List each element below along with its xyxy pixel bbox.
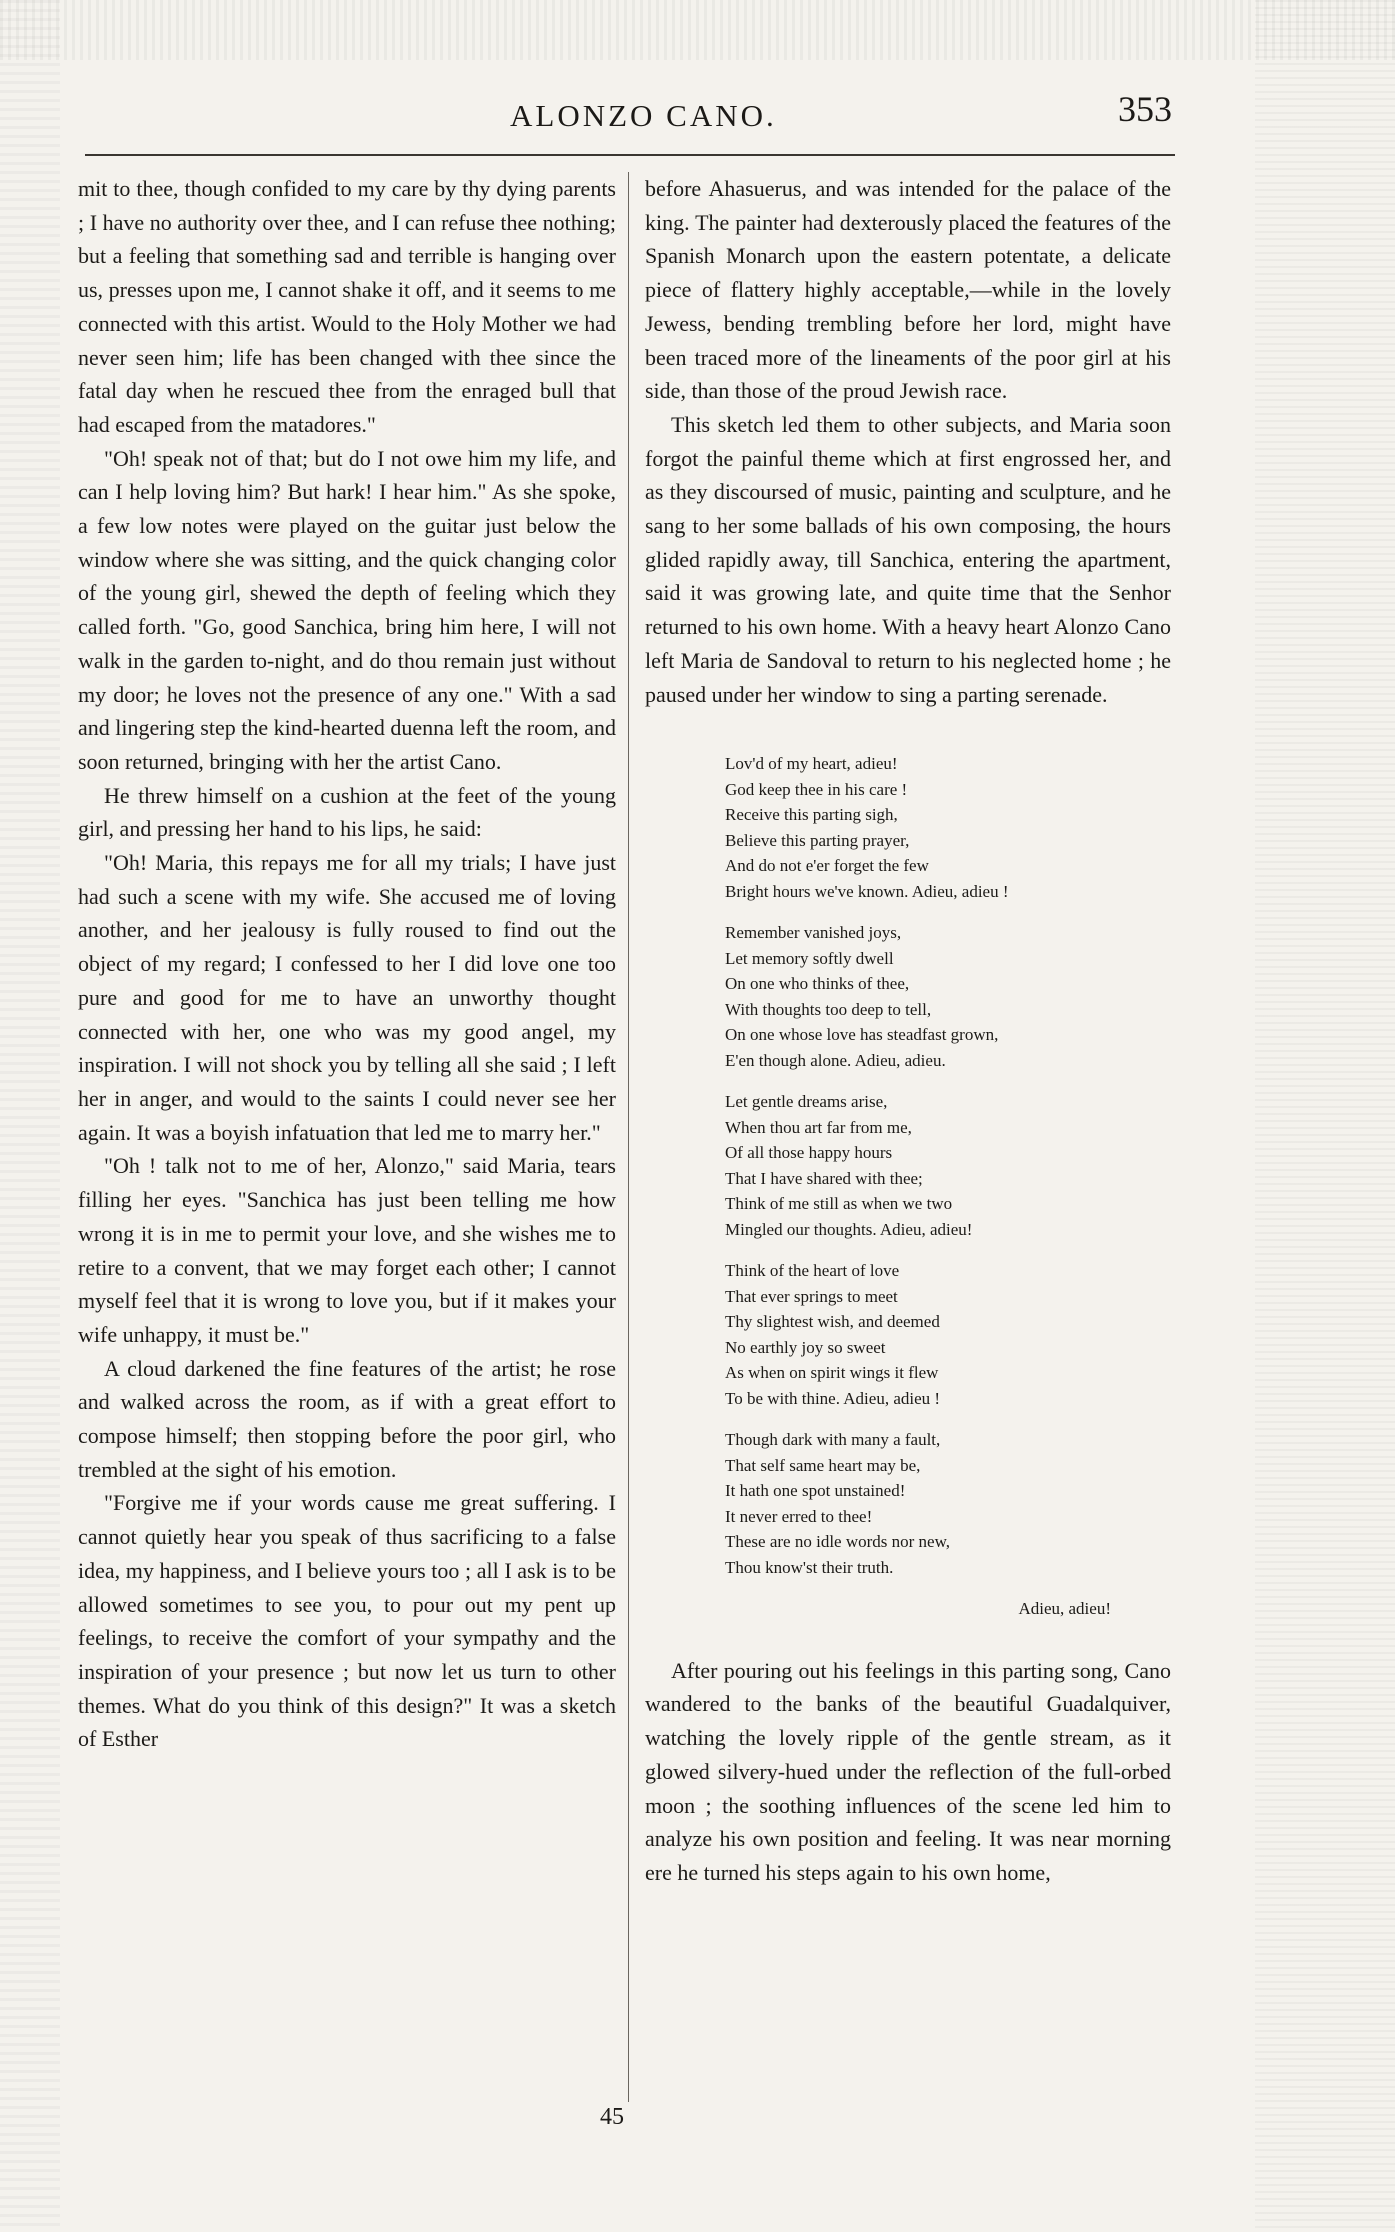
paragraph: "Oh! speak not of that; but do I not owe him my life, and can I help loving him? But hark! I hear him." As she spoke, a few low notes were played on the guitar just below the window where she was sitting, and the quick changing color of the young girl, shewed the depth of feeling which they called forth. "Go, good Sanchica, bring him here, I will not walk in the garden to-night, and do thou remain just without my door; he loves not the presence of any one." With a sad and lingering step the kind-hearted duenna left the room, and soon returned, bringing with her the artist Cano. xyxy=(78,445,616,774)
poem-stanza xyxy=(725,920,1171,1073)
paragraph: mit to thee, though confided to my care by thy dying parents ; I have no authority over thee, and I can refuse thee nothing; but a feeling that something sad and terrible is hanging over us, presses upon me, I cannot shake it off, and it seems to me connected with this artist. Would to the Holy Mother we had never seen him; life has been changed with thee since the fatal day when he rescued thee from the enraged bull that had escaped from the matadores." xyxy=(78,176,616,437)
poem-line: That I have shared with thee; xyxy=(725,1168,923,1188)
poem-line: Though dark with many a fault, xyxy=(725,1430,941,1450)
paragraph: After pouring out his feelings in this parting song, Cano wandered to the banks of the beautiful Guadalquiver, watching the lovely ripple of the gentle stream, as it glowed silvery-hued under the reflection of the full-orbed moon ; the soothing influences of the scene led him to analyze his own position and feeling. It was near morning ere he turned his steps again to his own home, xyxy=(645,1657,1171,1885)
column-divider xyxy=(628,172,629,2102)
paragraph: "Forgive me if your words cause me great suffering. I cannot quietly hear you speak of thus sacrificing to a false idea, my happiness, and I believe yours too ; all I ask is to be allowed sometimes to see you, to pour out my pent up feelings, to receive the comfort of your sympathy and the inspiration of your presence ; but now let us turn to other themes. What do you think of this design?" It was a sketch of Esther xyxy=(78,1490,616,1752)
poem-line: And do not e'er forget the few xyxy=(725,856,929,876)
poem-line: Think of the heart of love xyxy=(725,1261,900,1281)
scan-noise-top xyxy=(0,0,1395,60)
right-column-prose-top xyxy=(645,172,1171,711)
poem-line: As when on spirit wings it flew xyxy=(725,1363,939,1383)
poem-line: Of all those happy hours xyxy=(725,1143,893,1163)
poem-stanza xyxy=(725,1089,1171,1242)
poem-line: Lov'd of my heart, adieu! xyxy=(725,754,898,774)
left-column xyxy=(78,172,616,1756)
poem-line: On one who thinks of thee, xyxy=(725,974,910,994)
poem-line: Think of me still as when we two xyxy=(725,1194,953,1214)
page-number: 353 xyxy=(1118,89,1172,129)
poem-line: Thou know'st their truth. xyxy=(725,1557,894,1577)
poem-line: Let memory softly dwell xyxy=(725,948,894,968)
poem-stanza xyxy=(725,751,1171,904)
poem-line: Let gentle dreams arise, xyxy=(725,1092,888,1112)
paragraph: "Oh ! talk not to me of her, Alonzo," said Maria, tears filling her eyes. "Sanchica has just been telling me how wrong it is in me to permit your love, and she wishes me to retire to a convent, that we may forget each other; I cannot myself feel that it is wrong to love you, but if it makes your wife unhappy, it must be." xyxy=(78,1153,616,1347)
serenade-poem xyxy=(725,751,1171,1622)
right-column xyxy=(645,172,1171,1890)
poem-line: That ever springs to meet xyxy=(725,1286,898,1306)
poem-line: E'en though alone. Adieu, adieu. xyxy=(725,1050,946,1070)
poem-line: Receive this parting sigh, xyxy=(725,805,898,825)
poem-line: It hath one spot unstained! xyxy=(725,1481,906,1501)
paragraph: He threw himself on a cushion at the feet of the young girl, and pressing her hand to his lips, he said: xyxy=(78,782,616,842)
scan-noise-left xyxy=(0,0,60,2232)
poem-line: When thou art far from me, xyxy=(725,1117,912,1137)
paragraph: before Ahasuerus, and was intended for the palace of the king. The painter had dexterously placed the features of the Spanish Monarch upon the eastern potentate, a delicate piece of flattery highly acceptable,—while in the lovely Jewess, bending trembling before her lord, might have been traced more of the lineaments of the poor girl at his side, than those of the proud Jewish race. xyxy=(645,176,1171,404)
paragraph: "Oh! Maria, this repays me for all my trials; I have just had such a scene with my wife. She accused me of loving another, and her jealousy is fully roused to find out the object of my regard; I confessed to her I did love one too pure and good for me to have an unworthy thought connected with her, one who was my good angel, my inspiration. I will not shock you by telling all she said ; I left her in anger, and would to the saints I could never see her again. It was a boyish infatuation that led me to marry her." xyxy=(78,850,616,1145)
poem-line: On one whose love has steadfast grown, xyxy=(725,1025,999,1045)
poem-line: Thy slightest wish, and deemed xyxy=(725,1312,940,1332)
poem-line: Remember vanished joys, xyxy=(725,923,902,943)
poem-line: Believe this parting prayer, xyxy=(725,830,910,850)
scan-noise-right xyxy=(1255,0,1395,2232)
poem-line: It never erred to thee! xyxy=(725,1506,873,1526)
right-column-prose-bottom xyxy=(645,1654,1171,1890)
poem-line: Mingled our thoughts. Adieu, adieu! xyxy=(725,1219,973,1239)
poem-line: Bright hours we've known. Adieu, adieu ! xyxy=(725,881,1009,901)
paragraph: A cloud darkened the fine features of the artist; he rose and walked across the room, as if with a great effort to compose himself; then stopping before the poor girl, who trembled at the sight of his emotion. xyxy=(78,1355,616,1482)
poem-line: With thoughts too deep to tell, xyxy=(725,999,932,1019)
poem-stanza xyxy=(725,1258,1171,1411)
signature-mark: 45 xyxy=(600,2104,624,2130)
poem-line: God keep thee in his care ! xyxy=(725,779,908,799)
paragraph: This sketch led them to other subjects, and Maria soon forgot the painful theme which at first engrossed her, and as they discoursed of music, painting and sculpture, and he sang to her some ballads of his own composing, the hours glided rapidly away, till Sanchica, entering the apartment, said it was growing late, and quite time that the Senhor returned to his own home. With a heavy heart Alonzo Cano left Maria de Sandoval to return to his neglected home ; he paused under her window to sing a parting serenade. xyxy=(645,411,1171,707)
poem-closing: Adieu, adieu! xyxy=(1018,1599,1111,1619)
poem-line: That self same heart may be, xyxy=(725,1455,921,1475)
poem-line: No earthly joy so sweet xyxy=(725,1337,886,1357)
header-rule xyxy=(85,148,1175,156)
poem-line: To be with thine. Adieu, adieu ! xyxy=(725,1388,941,1408)
poem-stanza xyxy=(725,1427,1171,1580)
poem-line: These are no idle words nor new, xyxy=(725,1532,951,1552)
running-title: ALONZO CANO. xyxy=(510,98,777,133)
